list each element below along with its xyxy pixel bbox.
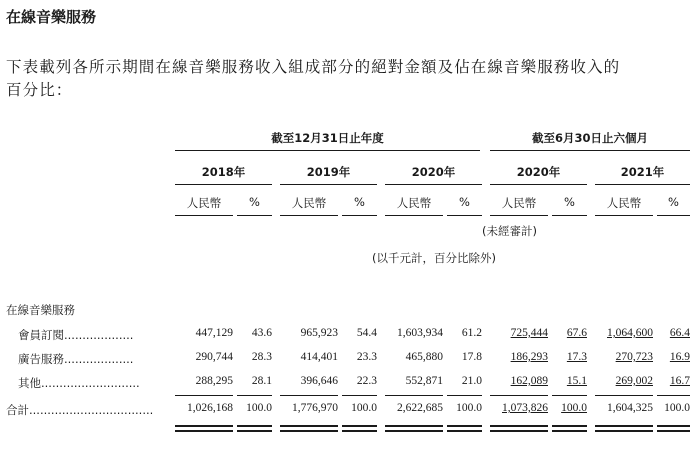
- section-label: 在線音樂服務: [6, 303, 75, 317]
- unit-rule-5a: [595, 215, 653, 216]
- group-rule-halfyear: [490, 150, 690, 151]
- row-label-text: 廣告服務: [18, 352, 64, 366]
- cell-r1-c5: 1,603,934: [397, 327, 443, 339]
- cell-total-c8: 100.0: [561, 402, 587, 414]
- unit-rule-3a: [385, 215, 443, 216]
- cell-r2-c6: 17.8: [461, 351, 482, 363]
- intro-text-line2: 百分比：: [6, 81, 73, 99]
- unit-rmb-5: 人民幣: [606, 196, 642, 210]
- total-rule-2b-top: [342, 425, 377, 427]
- cell-r3-c4: 22.3: [356, 375, 377, 387]
- year-header-4: 2020年: [516, 165, 561, 179]
- leader-dots: ...................: [64, 328, 134, 342]
- total-rule-4a-top: [490, 425, 548, 427]
- total-rule-4b-top: [552, 425, 587, 427]
- cell-r2-c8: 17.3: [566, 351, 587, 363]
- cell-total-c9: 1,604,325: [607, 402, 653, 414]
- total-rule-2a-top: [280, 425, 338, 427]
- total-rule-1a-top: [175, 425, 233, 427]
- leader-dots: ...........................: [41, 376, 140, 390]
- unit-note: (以千元計，百分比除外): [372, 251, 496, 265]
- cell-r1-c2: 43.6: [251, 327, 272, 339]
- unit-rule-1b: [237, 215, 272, 216]
- cell-r1-c9: 1,064,600: [607, 327, 653, 339]
- leader-dots: ..................................: [29, 403, 154, 417]
- cell-r3-c10: 16.7: [669, 375, 690, 387]
- unit-pct-1: %: [249, 195, 260, 209]
- cell-total-c10: 100.0: [664, 402, 690, 414]
- unit-rule-1a: [175, 215, 233, 216]
- cell-total-c6: 100.0: [456, 402, 482, 414]
- unit-pct-4: %: [564, 195, 575, 209]
- unit-rule-4a: [490, 215, 548, 216]
- unaudited-note: (未經審計): [482, 224, 537, 238]
- section-heading: 在線音樂服務: [6, 8, 97, 26]
- total-label-text: 合計: [6, 403, 29, 417]
- cell-total-c4: 100.0: [351, 402, 377, 414]
- total-rule-1b-bottom: [237, 430, 272, 432]
- row-label-others: [18, 375, 140, 391]
- cell-r2-c10: 16.9: [669, 351, 690, 363]
- year-rule-1: [175, 184, 272, 185]
- year-rule-3: [385, 184, 482, 185]
- row-label-text: 其他: [18, 376, 41, 390]
- cell-r1-c7: 725,444: [510, 327, 548, 339]
- unit-rule-2b: [342, 215, 377, 216]
- total-rule-3a-top: [385, 425, 443, 427]
- unit-pct-5: %: [668, 195, 679, 209]
- cell-total-c2: 100.0: [246, 402, 272, 414]
- year-rule-5: [595, 184, 690, 185]
- cell-r1-c8: 67.6: [566, 327, 587, 339]
- year-header-2: 2019年: [306, 165, 351, 179]
- intro-text-line1: 下表載列各所示期間在線音樂服務收入組成部分的絕對金額及佔在線音樂服務收入的: [6, 58, 621, 76]
- unit-pct-3: %: [459, 195, 470, 209]
- year-rule-4: [490, 184, 587, 185]
- year-rule-2: [280, 184, 377, 185]
- subtotal-rule-4a: [490, 395, 548, 396]
- cell-r2-c4: 23.3: [356, 351, 377, 363]
- year-header-1: 2018年: [201, 165, 246, 179]
- group-header-halfyear: 截至6月30日止六個月: [531, 131, 648, 145]
- subtotal-rule-2a: [280, 395, 338, 396]
- cell-r3-c5: 552,871: [405, 375, 443, 387]
- cell-r2-c2: 28.3: [251, 351, 272, 363]
- subtotal-rule-3a: [385, 395, 443, 396]
- cell-total-c7: 1,073,826: [502, 402, 548, 414]
- cell-r2-c9: 270,723: [615, 351, 653, 363]
- subtotal-rule-2b: [342, 395, 377, 396]
- subtotal-rule-3b: [447, 395, 482, 396]
- total-rule-5a-top: [595, 425, 653, 427]
- row-label-text: 會員訂閱: [18, 328, 64, 342]
- row-label-advertising: [18, 351, 133, 367]
- subtotal-rule-5a: [595, 395, 653, 396]
- total-rule-4b-bottom: [552, 430, 587, 432]
- group-header-annual: 截至12月31日止年度: [271, 131, 384, 145]
- unit-rmb-2: 人民幣: [291, 196, 327, 210]
- total-rule-5a-bottom: [595, 430, 653, 432]
- row-label-membership: [18, 327, 133, 343]
- year-header-3: 2020年: [411, 165, 456, 179]
- unit-rule-3b: [447, 215, 482, 216]
- leader-dots: ...................: [64, 352, 134, 366]
- cell-r1-c10: 66.4: [669, 327, 690, 339]
- total-rule-2b-bottom: [342, 430, 377, 432]
- cell-r3-c9: 269,002: [615, 375, 653, 387]
- total-rule-1b-top: [237, 425, 272, 427]
- cell-total-c3: 1,776,970: [292, 402, 338, 414]
- unit-rule-2a: [280, 215, 338, 216]
- cell-r3-c6: 21.0: [461, 375, 482, 387]
- cell-total-c1: 1,026,168: [187, 402, 233, 414]
- subtotal-rule-5b: [657, 395, 690, 396]
- total-rule-5b-top: [657, 425, 690, 427]
- cell-r1-c1: 447,129: [195, 327, 233, 339]
- total-rule-5b-bottom: [657, 430, 690, 432]
- cell-r1-c3: 965,923: [300, 327, 338, 339]
- cell-r3-c3: 396,646: [300, 375, 338, 387]
- subtotal-rule-1a: [175, 395, 233, 396]
- cell-r1-c6: 61.2: [461, 327, 482, 339]
- cell-r3-c8: 15.1: [566, 375, 587, 387]
- row-label-total: [6, 402, 153, 418]
- total-rule-3b-bottom: [447, 430, 482, 432]
- subtotal-rule-4b: [552, 395, 587, 396]
- unit-rmb-4: 人民幣: [501, 196, 537, 210]
- total-rule-2a-bottom: [280, 430, 338, 432]
- cell-r1-c4: 54.4: [356, 327, 377, 339]
- cell-r2-c5: 465,880: [405, 351, 443, 363]
- unit-rmb-3: 人民幣: [396, 196, 432, 210]
- unit-rmb-1: 人民幣: [186, 196, 222, 210]
- cell-r2-c7: 186,293: [510, 351, 548, 363]
- total-rule-4a-bottom: [490, 430, 548, 432]
- cell-r2-c1: 290,744: [195, 351, 233, 363]
- cell-r2-c3: 414,401: [300, 351, 338, 363]
- year-header-5: 2021年: [620, 165, 665, 179]
- cell-total-c5: 2,622,685: [397, 402, 443, 414]
- subtotal-rule-1b: [237, 395, 272, 396]
- cell-r3-c7: 162,089: [510, 375, 548, 387]
- unit-rule-4b: [552, 215, 587, 216]
- unit-rule-5b: [657, 215, 690, 216]
- total-rule-3a-bottom: [385, 430, 443, 432]
- group-rule-annual: [175, 150, 480, 151]
- cell-r3-c2: 28.1: [251, 375, 272, 387]
- unit-pct-2: %: [354, 195, 365, 209]
- total-rule-3b-top: [447, 425, 482, 427]
- total-rule-1a-bottom: [175, 430, 233, 432]
- cell-r3-c1: 288,295: [195, 375, 233, 387]
